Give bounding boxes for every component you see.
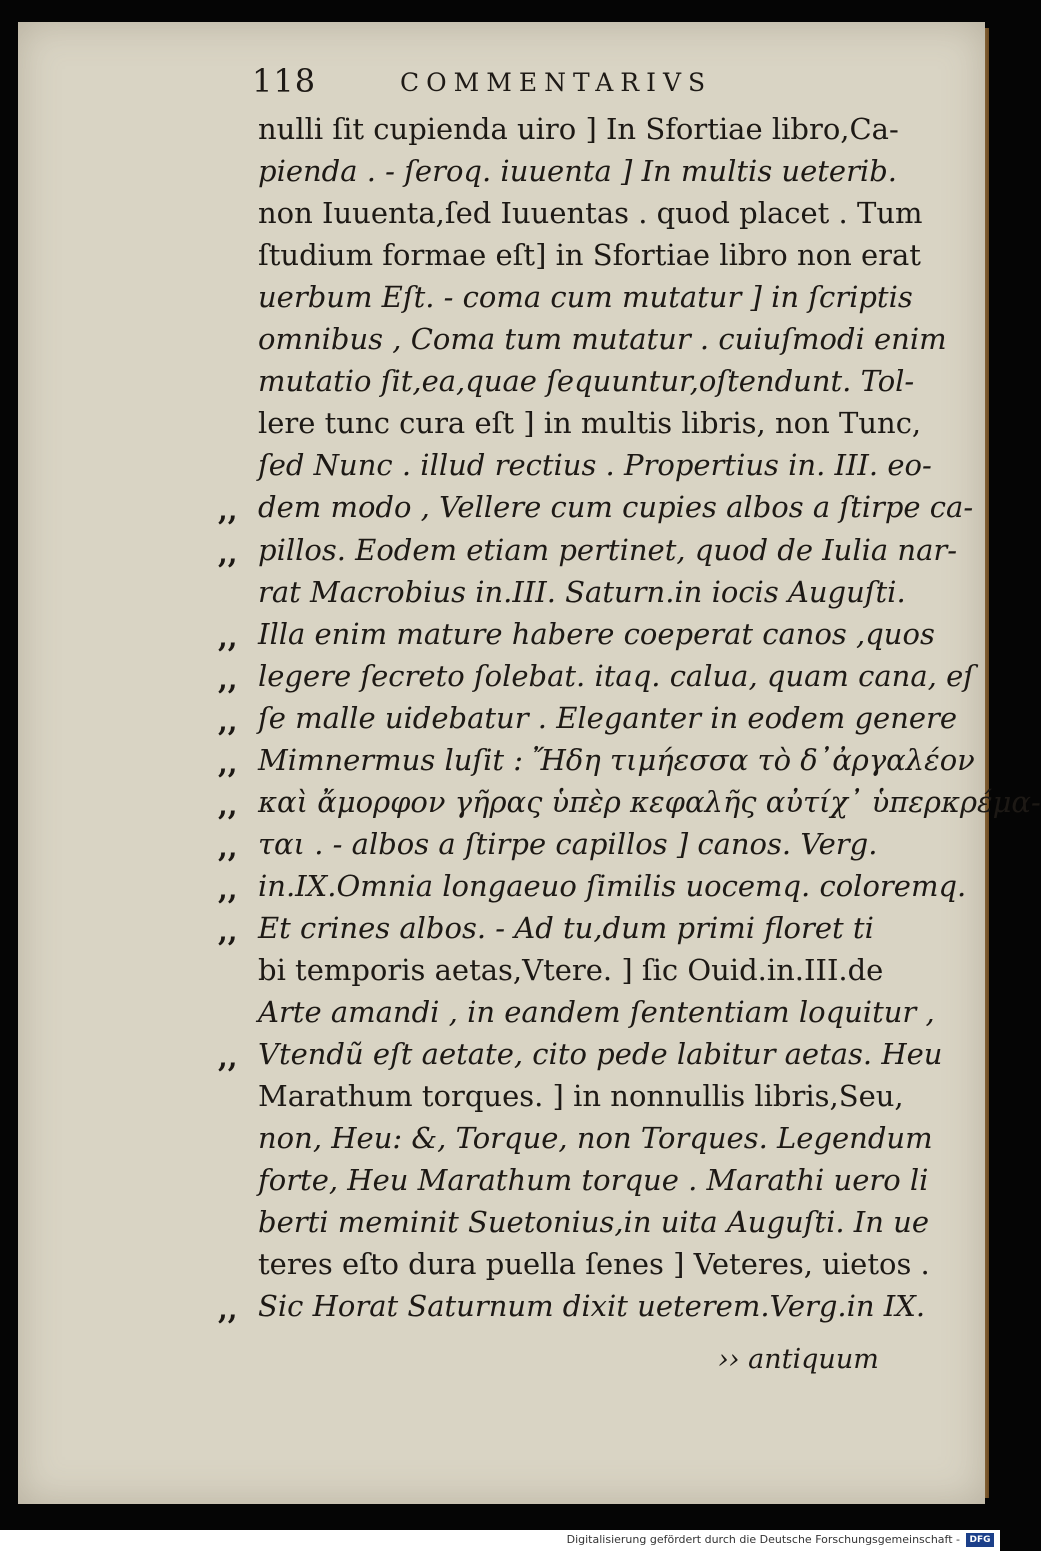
text-line: in.IX.Omnia longaeuo ſimilis uocemq. coloremq. <box>258 869 967 903</box>
catchword: ›› antiquum <box>718 1344 879 1375</box>
quotation-marker: ,, <box>218 537 238 570</box>
text-line: Sic Horat Saturnum dixit ueterem.Verg.in IX. <box>258 1289 926 1323</box>
text-line: uerbum Eſt. - coma cum mutatur ] in ſcriptis <box>258 280 913 314</box>
text-line: καὶ ἄμορφον γῆρας ὑπὲρ κεφαλῆς αὐτίχ᾽ ὑπερκρέμα- <box>258 785 1041 819</box>
running-title: COMMENTARIVS <box>400 68 713 97</box>
dfg-logo: DFG <box>966 1533 994 1547</box>
quotation-marker: ,, <box>218 705 238 738</box>
text-line: legere ſecreto ſolebat. itaq. calua, quam cana, eſ <box>258 659 974 693</box>
text-line: rat Macrobius in.III. Saturn.in iocis Auguſti. <box>258 575 906 609</box>
quotation-marker: ,, <box>218 915 238 948</box>
text-line: ſe malle uidebatur . Eleganter in eodem genere <box>258 701 958 735</box>
text-line: lere tunc cura eſt ] in multis libris, non Tunc, <box>258 406 922 440</box>
quotation-marker: ,, <box>218 494 238 527</box>
text-line: nulli ſit cupienda uiro ] In Sfortiae libro,Ca- <box>258 112 899 146</box>
text-line: Illa enim mature habere coeperat canos ,quos <box>258 617 935 651</box>
quotation-marker: ,, <box>218 747 238 780</box>
text-line: Vtendũ eſt aetate, cito pede labitur aetas. Heu <box>258 1037 943 1071</box>
quotation-marker: ,, <box>218 789 238 822</box>
text-line: mutatio ſit,ea,quae ſequuntur,oſtendunt. Tol- <box>258 364 915 398</box>
quotation-marker: ,, <box>218 1293 238 1326</box>
quotation-marker: ,, <box>218 831 238 864</box>
text-line: pienda . - ſeroq. iuuenta ] In multis ueterib. <box>258 154 897 188</box>
text-line: ſed Nunc . illud rectius . Propertius in. III. eo- <box>258 448 932 482</box>
text-line: pillos. Eodem etiam pertinet, quod de Iulia nar- <box>258 533 958 567</box>
text-line: berti meminit Suetonius,in uita Auguſti. In ue <box>258 1205 929 1239</box>
quotation-marker: ,, <box>218 621 238 654</box>
quotation-marker: ,, <box>218 1041 238 1074</box>
text-line: non, Heu: &, Torque, non Torques. Legendum <box>258 1121 933 1155</box>
text-line: dem modo , Vellere cum cupies albos a ſtirpe ca- <box>258 490 974 524</box>
quotation-marker: ,, <box>218 873 238 906</box>
text-line: Et crines albos. - Ad tu,dum primi floret ti <box>258 911 874 945</box>
text-line: ſtudium formae eſt] in Sfortiae libro non erat <box>258 238 921 272</box>
text-line: ται . - albos a ſtirpe capillos ] canos. Verg. <box>258 827 878 861</box>
text-line: Marathum torques. ] in nonnullis libris,Seu, <box>258 1079 904 1113</box>
text-line: Mimnermus luſit : Ἤδη τιμήεσσα τὸ δ᾽ἀργαλέον <box>258 743 975 777</box>
digitization-footer <box>0 1530 1000 1551</box>
text-line: Arte amandi , in eandem ſententiam loquitur , <box>258 995 935 1029</box>
text-line: non Iuuenta,ſed Iuuentas . quod placet . Tum <box>258 196 923 230</box>
text-line: bi temporis aetas,Vtere. ] ſic Ouid.in.III.de <box>258 953 884 987</box>
text-line: forte, Heu Marathum torque . Marathi uero li <box>258 1163 929 1197</box>
text-line: teres eſto dura puella ſenes ] Veteres, uietos . <box>258 1247 930 1281</box>
text-line: omnibus , Coma tum mutatur . cuiuſmodi enim <box>258 322 947 356</box>
page-number: 118 <box>252 62 317 100</box>
quotation-marker: ,, <box>218 663 238 696</box>
funding-credit: Digitalisierung gefördert durch die Deutsche Forschungsgemeinschaft - <box>566 1533 960 1546</box>
